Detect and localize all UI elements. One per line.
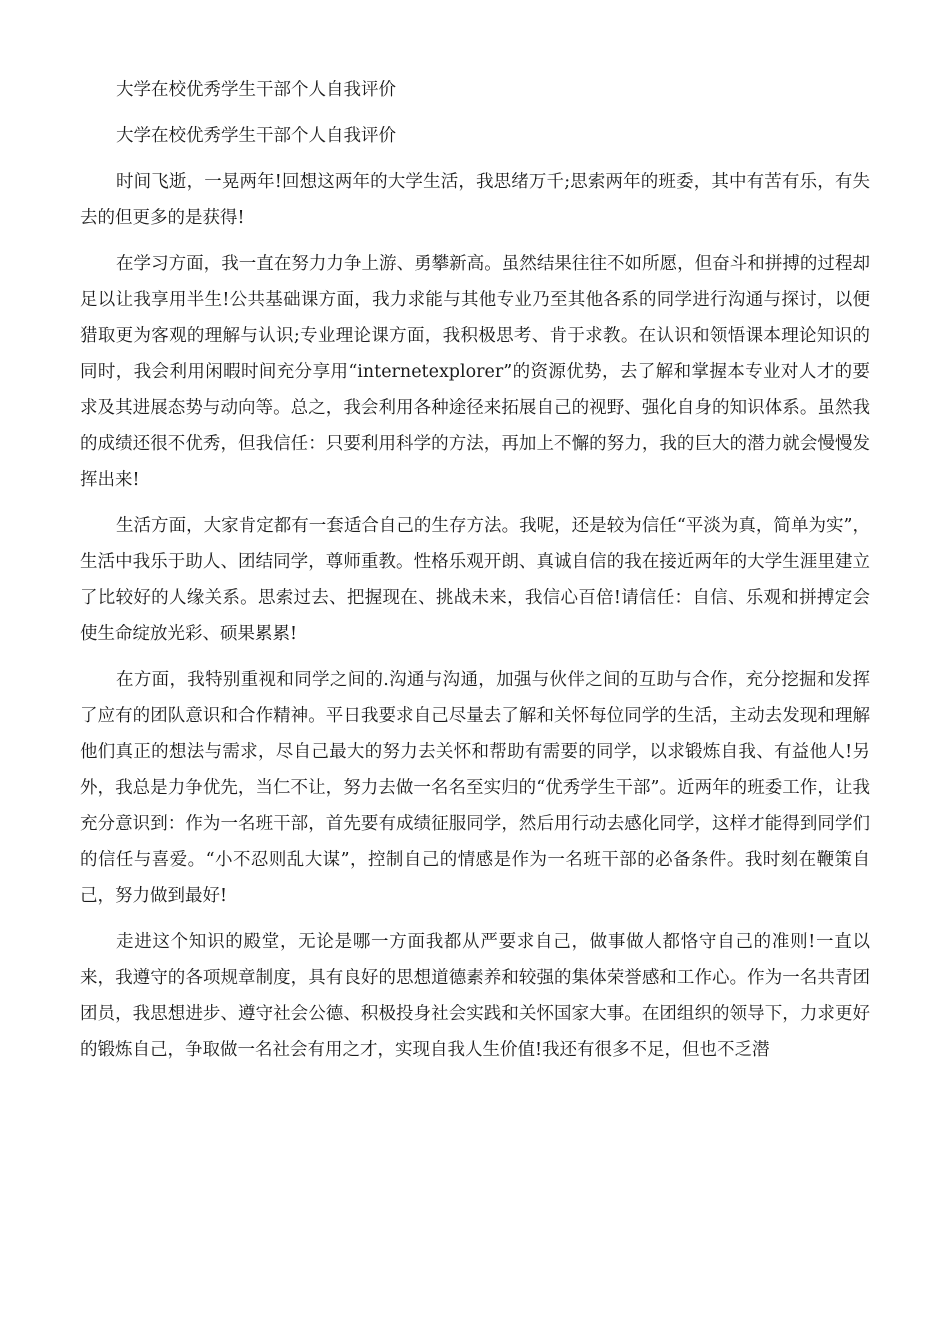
document-title: 大学在校优秀学生干部个人自我评价 [116,80,396,100]
document-subtitle: 大学在校优秀学生干部个人自我评价 [116,126,396,146]
document-page [80,72,870,1078]
paragraph-intro: 时间飞逝，一晃两年!回想这两年的大学生活，我思绪万千;思索两年的班委，其中有苦有乐，有失去的但更多的是获得! [80,172,870,228]
paragraph-study: 在学习方面，我一直在努力力争上游、勇攀新高。虽然结果往往不如所愿，但奋斗和拼搏的过程却足以让我享用半生!公共基础课方面，我力求能与其他专业乃至其他各系的同学进行沟通与探讨，以便猎取更为客观的理解与认识;专业理论课方面，我积极思考、肯于求教。在认识和领悟课本理论知识的同时，我会利用闲暇时间充分享用“internetexplorer”的资源优势，去了解和掌握本专业对人才的要求及其进展态势与动向等。总之，我会利用各种途径来拓展自己的视野、强化自身的知识体系。虽然我的成绩还很不优秀，但我信任：只要利用科学的方法，再加上不懈的努力，我的巨大的潜力就会慢慢发挥出来! [80,254,870,490]
paragraph-teamwork: 在方面，我特别重视和同学之间的.沟通与沟通，加强与伙伴之间的互助与合作，充分挖掘和发挥了应有的团队意识和合作精神。平日我要求自己尽量去了解和关怀每位同学的生活，主动去发现和理解他们真正的想法与需求，尽自己最大的努力去关怀和帮助有需要的同学，以求锻炼自我、有益他人!另外，我总是力争优先，当仁不让，努力去做一名名至实归的“优秀学生干部”。近两年的班委工作，让我充分意识到：作为一名班干部，首先要有成绩征服同学，然后用行动去感化同学，这样才能得到同学们的信任与喜爱。“小不忍则乱大谋”，控制自己的情感是作为一名班干部的必备条件。我时刻在鞭策自己，努力做到最好! [80,670,870,906]
paragraph-life: 生活方面，大家肯定都有一套适合自己的生存方法。我呢，还是较为信任“平淡为真，简单为实”，生活中我乐于助人、团结同学，尊师重教。性格乐观开朗、真诚自信的我在接近两年的大学生涯里建立了比较好的人缘关系。思索过去、把握现在、挑战未来，我信心百倍!请信任：自信、乐观和拼搏定会使生命绽放光彩、硕果累累! [80,516,870,644]
paragraph-conduct: 走进这个知识的殿堂，无论是哪一方面我都从严要求自己，做事做人都恪守自己的准则!一直以来，我遵守的各项规章制度，具有良好的思想道德素养和较强的集体荣誉感和工作心。作为一名共青团团员，我思想进步、遵守社会公德、积极投身社会实践和关怀国家大事。在团组织的领导下，力求更好的锻炼自己，争取做一名社会有用之才，实现自我人生价值!我还有很多不足，但也不乏潜 [80,932,870,1060]
